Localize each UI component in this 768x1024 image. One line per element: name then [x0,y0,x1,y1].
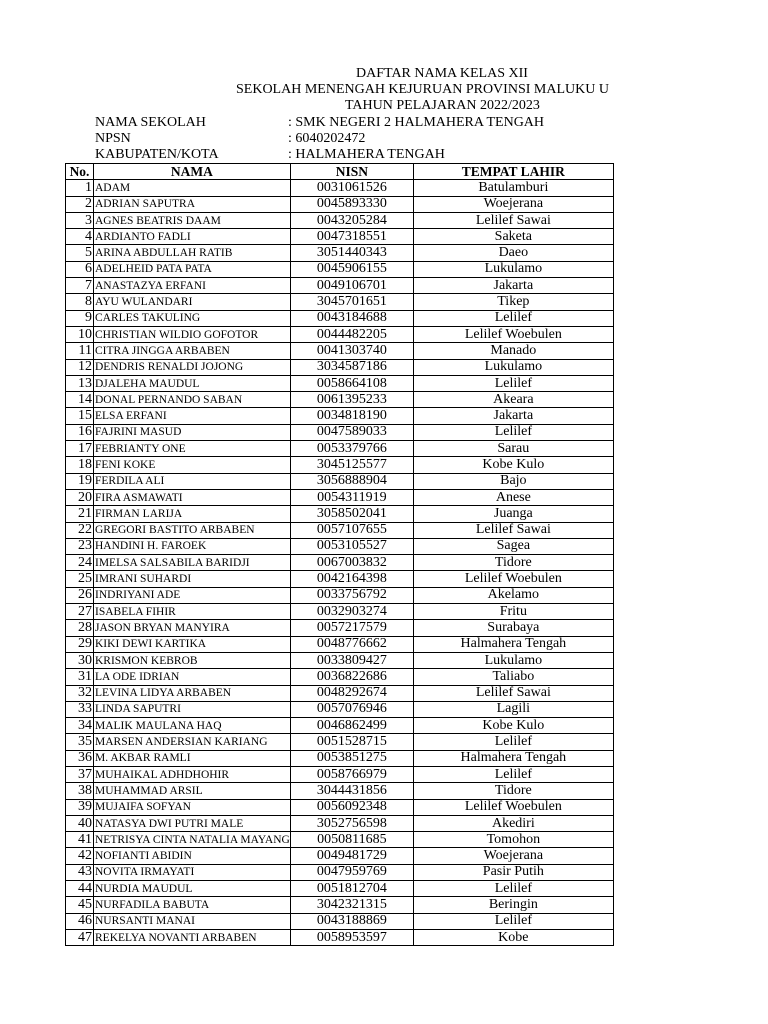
cell-no: 32 [66,685,94,701]
cell-nama: FERDILA ALI [94,473,291,489]
table-row [66,864,614,880]
cell-no: 9 [66,310,94,326]
table-row [66,669,614,685]
cell-nama: MARSEN ANDERSIAN KARIANG [94,734,291,750]
cell-tempat-lahir: Lelilef Sawai [413,212,613,228]
cell-nama: M. AKBAR RAMLI [94,750,291,766]
cell-tempat-lahir: Lelilef [413,766,613,782]
table-row [66,734,614,750]
cell-nisn: 0048292674 [290,685,413,701]
table-row [66,180,614,196]
info-label-npsn: NPSN [95,131,131,146]
cell-no: 16 [66,424,94,440]
cell-nisn: 0053851275 [290,750,413,766]
cell-nisn: 0045893330 [290,196,413,212]
cell-nisn: 0047318551 [290,229,413,245]
cell-nisn: 0041303740 [290,343,413,359]
header-nisn: NISN [290,164,413,180]
table-row [66,555,614,571]
cell-no: 7 [66,278,94,294]
cell-tempat-lahir: Tidore [413,783,613,799]
cell-nama: NOVITA IRMAYATI [94,864,291,880]
cell-nama: NURFADILA BABUTA [94,897,291,913]
cell-tempat-lahir: Taliabo [413,669,613,685]
cell-nisn: 0046862499 [290,718,413,734]
cell-no: 37 [66,766,94,782]
cell-tempat-lahir: Lelilef [413,734,613,750]
school-full-name: SEKOLAH MENENGAH KEJURUAN PROVINSI MALUKU U [236,82,609,97]
table-row [66,766,614,782]
cell-nama: FIRMAN LARIJA [94,506,291,522]
table-row [66,815,614,831]
cell-no: 35 [66,734,94,750]
cell-no: 17 [66,441,94,457]
cell-nama: DONAL PERNANDO SABAN [94,392,291,408]
table-row [66,392,614,408]
info-value-npsn: : 6040202472 [288,131,366,146]
table-row [66,229,614,245]
table-row [66,913,614,929]
cell-tempat-lahir: Anese [413,489,613,505]
table-row [66,522,614,538]
cell-nisn: 0044482205 [290,326,413,342]
table-row [66,408,614,424]
cell-nama: LA ODE IDRIAN [94,669,291,685]
cell-nama: NATASYA DWI PUTRI MALE [94,815,291,831]
cell-nisn: 0036822686 [290,669,413,685]
table-row [66,245,614,261]
cell-tempat-lahir: Akeara [413,392,613,408]
cell-no: 19 [66,473,94,489]
cell-no: 31 [66,669,94,685]
cell-no: 26 [66,587,94,603]
cell-nama: NURDIA MAUDUL [94,881,291,897]
table-row [66,783,614,799]
cell-nama: KIKI DEWI KARTIKA [94,636,291,652]
cell-no: 4 [66,229,94,245]
table-row [66,832,614,848]
cell-no: 11 [66,343,94,359]
cell-no: 40 [66,815,94,831]
table-row [66,571,614,587]
cell-tempat-lahir: Kobe Kulo [413,457,613,473]
table-row [66,261,614,277]
cell-tempat-lahir: Lelilef Woebulen [413,326,613,342]
cell-tempat-lahir: Sagea [413,538,613,554]
cell-nama: FIRA ASMAWATI [94,489,291,505]
table-row [66,196,614,212]
cell-no: 44 [66,881,94,897]
header-nama: NAMA [94,164,291,180]
info-value-regency: : HALMAHERA TENGAH [288,147,445,162]
cell-tempat-lahir: Lukulamo [413,359,613,375]
cell-nisn: 0047959769 [290,864,413,880]
cell-no: 8 [66,294,94,310]
cell-nisn: 3056888904 [290,473,413,489]
cell-nisn: 3044431856 [290,783,413,799]
cell-nama: LINDA SAPUTRI [94,701,291,717]
cell-nisn: 0045906155 [290,261,413,277]
cell-no: 1 [66,180,94,196]
cell-no: 33 [66,701,94,717]
cell-no: 18 [66,457,94,473]
cell-no: 14 [66,392,94,408]
cell-no: 20 [66,489,94,505]
cell-no: 41 [66,832,94,848]
cell-nisn: 0043205284 [290,212,413,228]
cell-tempat-lahir: Tikep [413,294,613,310]
table-row [66,881,614,897]
cell-nisn: 3051440343 [290,245,413,261]
table-row [66,604,614,620]
cell-nisn: 0034818190 [290,408,413,424]
cell-tempat-lahir: Saketa [413,229,613,245]
cell-no: 23 [66,538,94,554]
table-row [66,636,614,652]
cell-nisn: 0051528715 [290,734,413,750]
cell-tempat-lahir: Akelamo [413,587,613,603]
cell-tempat-lahir: Daeo [413,245,613,261]
cell-tempat-lahir: Jakarta [413,408,613,424]
cell-tempat-lahir: Lukulamo [413,261,613,277]
cell-nama: ADRIAN SAPUTRA [94,196,291,212]
cell-nama: MUJAIFA SOFYAN [94,799,291,815]
table-row [66,538,614,554]
cell-nisn: 0043184688 [290,310,413,326]
table-row [66,929,614,945]
cell-nama: FAJRINI MASUD [94,424,291,440]
cell-no: 46 [66,913,94,929]
cell-no: 2 [66,196,94,212]
cell-nama: AYU WULANDARI [94,294,291,310]
cell-nisn: 0056092348 [290,799,413,815]
cell-tempat-lahir: Lelilef [413,424,613,440]
cell-nama: FENI KOKE [94,457,291,473]
cell-nama: IMRANI SUHARDI [94,571,291,587]
cell-no: 42 [66,848,94,864]
cell-nisn: 0049106701 [290,278,413,294]
cell-nisn: 0058664108 [290,375,413,391]
cell-nisn: 3034587186 [290,359,413,375]
cell-nama: REKELYA NOVANTI ARBABEN [94,929,291,945]
cell-nama: CITRA JINGGA ARBABEN [94,343,291,359]
cell-nama: ANASTAZYA ERFANI [94,278,291,294]
cell-no: 30 [66,652,94,668]
cell-no: 36 [66,750,94,766]
cell-no: 6 [66,261,94,277]
table-row [66,278,614,294]
cell-no: 13 [66,375,94,391]
cell-nama: DJALEHA MAUDUL [94,375,291,391]
cell-tempat-lahir: Kobe [413,929,613,945]
cell-no: 34 [66,718,94,734]
cell-nisn: 0058766979 [290,766,413,782]
cell-nama: KRISMON KEBROB [94,652,291,668]
cell-tempat-lahir: Tidore [413,555,613,571]
info-label-regency: KABUPATEN/KOTA [95,147,219,162]
cell-tempat-lahir: Pasir Putih [413,864,613,880]
cell-tempat-lahir: Kobe Kulo [413,718,613,734]
table-row [66,310,614,326]
cell-tempat-lahir: Lagili [413,701,613,717]
table-row [66,897,614,913]
cell-nisn: 0032903274 [290,604,413,620]
cell-tempat-lahir: Tomohon [413,832,613,848]
cell-no: 45 [66,897,94,913]
header-no: No. [66,164,94,180]
cell-tempat-lahir: Lelilef Woebulen [413,799,613,815]
cell-nama: ELSA ERFANI [94,408,291,424]
cell-no: 47 [66,929,94,945]
table-row [66,489,614,505]
cell-no: 5 [66,245,94,261]
table-row [66,375,614,391]
cell-tempat-lahir: Lukulamo [413,652,613,668]
table-header-row [66,164,614,180]
cell-nama: ADAM [94,180,291,196]
cell-tempat-lahir: Lelilef [413,375,613,391]
cell-nisn: 0053379766 [290,441,413,457]
cell-no: 21 [66,506,94,522]
cell-no: 28 [66,620,94,636]
cell-nama: FEBRIANTY ONE [94,441,291,457]
cell-tempat-lahir: Fritu [413,604,613,620]
table-row [66,212,614,228]
cell-nama: MUHAIKAL ADHDHOHIR [94,766,291,782]
table-body [66,180,614,946]
info-value-school: : SMK NEGERI 2 HALMAHERA TENGAH [288,115,545,130]
cell-nama: NOFIANTI ABIDIN [94,848,291,864]
cell-nama: HANDINI H. FAROEK [94,538,291,554]
cell-no: 15 [66,408,94,424]
cell-tempat-lahir: Juanga [413,506,613,522]
cell-nisn: 0047589033 [290,424,413,440]
cell-nisn: 3042321315 [290,897,413,913]
info-label-school: NAMA SEKOLAH [95,115,206,130]
cell-nama: ISABELA FIHIR [94,604,291,620]
table-row [66,506,614,522]
cell-nisn: 0057076946 [290,701,413,717]
cell-nisn: 3045125577 [290,457,413,473]
cell-tempat-lahir: Bajo [413,473,613,489]
cell-nisn: 0033809427 [290,652,413,668]
cell-nama: CARLES TAKULING [94,310,291,326]
cell-nisn: 0048776662 [290,636,413,652]
cell-no: 43 [66,864,94,880]
cell-nisn: 0033756792 [290,587,413,603]
cell-nisn: 0042164398 [290,571,413,587]
cell-nama: LEVINA LIDYA ARBABEN [94,685,291,701]
cell-tempat-lahir: Halmahera Tengah [413,750,613,766]
table-row [66,799,614,815]
cell-tempat-lahir: Beringin [413,897,613,913]
cell-nama: GREGORI BASTITO ARBABEN [94,522,291,538]
cell-no: 25 [66,571,94,587]
cell-no: 24 [66,555,94,571]
cell-nisn: 0054311919 [290,489,413,505]
cell-tempat-lahir: Manado [413,343,613,359]
cell-tempat-lahir: Lelilef [413,881,613,897]
table-row [66,359,614,375]
table-row [66,652,614,668]
cell-nama: CHRISTIAN WILDIO GOFOTOR [94,326,291,342]
table-row [66,701,614,717]
table-row [66,587,614,603]
cell-nisn: 0061395233 [290,392,413,408]
cell-nisn: 3052756598 [290,815,413,831]
cell-nisn: 0049481729 [290,848,413,864]
cell-nama: IMELSA SALSABILA BARIDJI [94,555,291,571]
cell-tempat-lahir: Sarau [413,441,613,457]
cell-nisn: 0051812704 [290,881,413,897]
cell-nama: NETRISYA CINTA NATALIA MAYANG [94,832,291,848]
cell-nama: ARDIANTO FADLI [94,229,291,245]
cell-tempat-lahir: Woejerana [413,848,613,864]
cell-tempat-lahir: Akediri [413,815,613,831]
table-row [66,685,614,701]
cell-no: 22 [66,522,94,538]
cell-nama: JASON BRYAN MANYIRA [94,620,291,636]
cell-tempat-lahir: Batulamburi [413,180,613,196]
cell-nama: ARINA ABDULLAH RATIB [94,245,291,261]
cell-nama: INDRIYANI ADE [94,587,291,603]
cell-nisn: 3058502041 [290,506,413,522]
student-table [65,163,614,946]
cell-tempat-lahir: Halmahera Tengah [413,636,613,652]
cell-nisn: 0053105527 [290,538,413,554]
table-row [66,718,614,734]
cell-tempat-lahir: Lelilef Woebulen [413,571,613,587]
document-title: DAFTAR NAMA KELAS XII [356,66,528,81]
table-row [66,620,614,636]
table-row [66,473,614,489]
academic-year: TAHUN PELAJARAN 2022/2023 [345,98,540,113]
cell-nisn: 0057217579 [290,620,413,636]
table-row [66,424,614,440]
cell-nisn: 0050811685 [290,832,413,848]
cell-no: 38 [66,783,94,799]
cell-nisn: 3045701651 [290,294,413,310]
cell-nama: DENDRIS RENALDI JOJONG [94,359,291,375]
cell-tempat-lahir: Lelilef Sawai [413,685,613,701]
cell-nisn: 0031061526 [290,180,413,196]
cell-tempat-lahir: Woejerana [413,196,613,212]
table-row [66,294,614,310]
cell-no: 27 [66,604,94,620]
cell-nisn: 0067003832 [290,555,413,571]
cell-no: 10 [66,326,94,342]
table-row [66,750,614,766]
cell-nisn: 0057107655 [290,522,413,538]
cell-no: 12 [66,359,94,375]
cell-no: 3 [66,212,94,228]
cell-no: 39 [66,799,94,815]
cell-nama: NURSANTI MANAI [94,913,291,929]
cell-tempat-lahir: Surabaya [413,620,613,636]
cell-tempat-lahir: Lelilef [413,913,613,929]
cell-nama: AGNES BEATRIS DAAM [94,212,291,228]
table-row [66,457,614,473]
cell-nama: MUHAMMAD ARSIL [94,783,291,799]
cell-tempat-lahir: Lelilef Sawai [413,522,613,538]
cell-no: 29 [66,636,94,652]
table-row [66,343,614,359]
table-row [66,848,614,864]
cell-tempat-lahir: Lelilef [413,310,613,326]
cell-tempat-lahir: Jakarta [413,278,613,294]
cell-nisn: 0043188869 [290,913,413,929]
header-tempat-lahir: TEMPAT LAHIR [413,164,613,180]
cell-nisn: 0058953597 [290,929,413,945]
cell-nama: MALIK MAULANA HAQ [94,718,291,734]
cell-nama: ADELHEID PATA PATA [94,261,291,277]
table-row [66,441,614,457]
table-row [66,326,614,342]
